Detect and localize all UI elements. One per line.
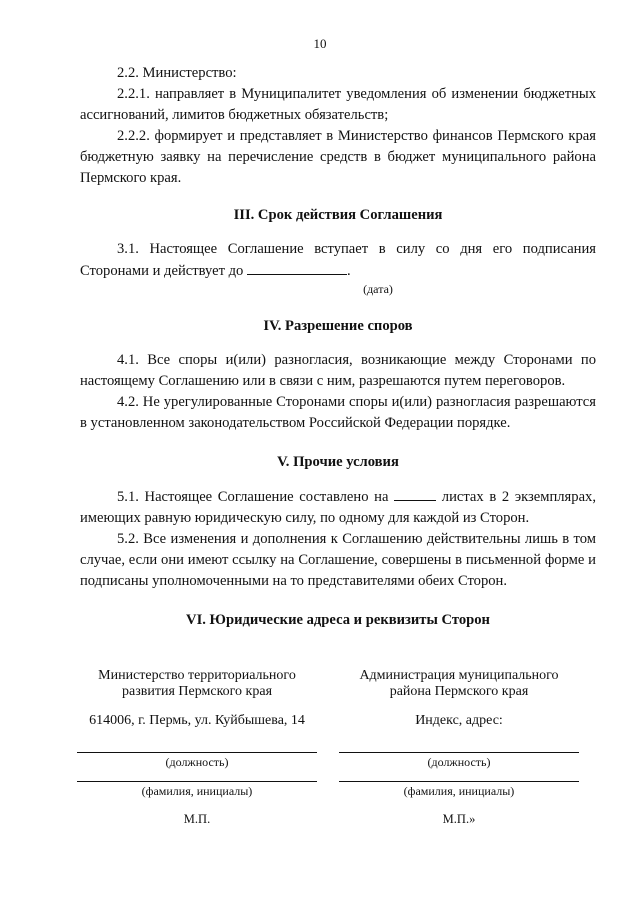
party-right-address: Индекс, адрес: [415, 713, 503, 728]
party-left-position-caption: (должность) [165, 755, 229, 769]
party-right-stamp: М.П.» [442, 812, 476, 826]
party-left-org [72, 668, 322, 702]
party-left-name-caption: (фамилия, инициалы) [141, 784, 253, 798]
party-left-position-line [77, 752, 317, 753]
party-right [334, 668, 584, 827]
paragraph-5-2: 5.2. Все изменения и дополнения к Соглашению действительны лишь в том случае, если они имеют ссылку на Соглашение, совершены в письменной форме и подписаны уполномоченными на то представителями обеих Сторон. [80, 531, 596, 589]
page-number: 10 [313, 36, 327, 51]
party-right-org-line1: Администрация муниципального [359, 668, 559, 683]
paragraph-4-2: 4.2. Не урегулированные Сторонами споры и(или) разногласия разрешаются в установленном законодательством Российской Федерации порядке. [80, 394, 596, 431]
paragraph-4-1: 4.1. Все споры и(или) разногласия, возникающие между Сторонами по настоящему Соглашению или в связи с ним, разрешаются путем переговоров. [80, 352, 596, 389]
party-left [72, 668, 322, 827]
paragraph-5-1-end: листах в 2 экземплярах, имеющих равную юридическую силу, по одному для каждой из Сторон. [80, 489, 596, 526]
party-right-org-line2: района Пермского края [389, 684, 529, 699]
party-left-org-line2: развития Пермского края [121, 684, 273, 699]
paragraph-3-1-end: . [347, 263, 351, 279]
document-body [80, 63, 596, 644]
party-right-name-caption: (фамилия, инициалы) [403, 784, 515, 798]
party-left-stamp: М.П. [183, 812, 211, 826]
party-right-position-caption: (должность) [427, 755, 491, 769]
paragraph-3-1-text: 3.1. Настоящее Соглашение вступает в силу со дня его подписания Сторонами и действует до [80, 241, 596, 279]
section-3-heading: III. Срок действия Соглашения [233, 207, 443, 223]
date-blank [247, 260, 347, 275]
paragraph-5-1 [80, 486, 596, 529]
party-right-org [334, 668, 584, 702]
party-left-org-line1: Министерство территориального [98, 668, 296, 683]
date-caption: (дата) [363, 282, 393, 296]
party-right-name-line [339, 781, 579, 782]
paragraph-2-2-2: 2.2.2. формирует и представляет в Министерство финансов Пермского края бюджетную заявку на перечисление средств в бюджет муниципального района Пермского края. [80, 128, 596, 186]
sheets-blank [394, 486, 436, 501]
paragraph-2-2: 2.2. Министерство: [117, 65, 237, 81]
section-4-heading: IV. Разрешение споров [263, 318, 413, 334]
section-6-heading: VI. Юридические адреса и реквизиты Сторон [186, 612, 490, 628]
party-right-position-line [339, 752, 579, 753]
party-left-name-line [77, 781, 317, 782]
section-5-heading: V. Прочие условия [277, 454, 399, 470]
paragraph-2-2-1: 2.2.1. направляет в Муниципалитет уведомления об изменении бюджетных ассигнований, лимитов бюджетных обязательств; [80, 86, 596, 123]
paragraph-3-1 [80, 239, 596, 282]
party-left-address: 614006, г. Пермь, ул. Куйбышева, 14 [89, 713, 305, 728]
paragraph-5-1-start: 5.1. Настоящее Соглашение составлено на [117, 489, 389, 505]
